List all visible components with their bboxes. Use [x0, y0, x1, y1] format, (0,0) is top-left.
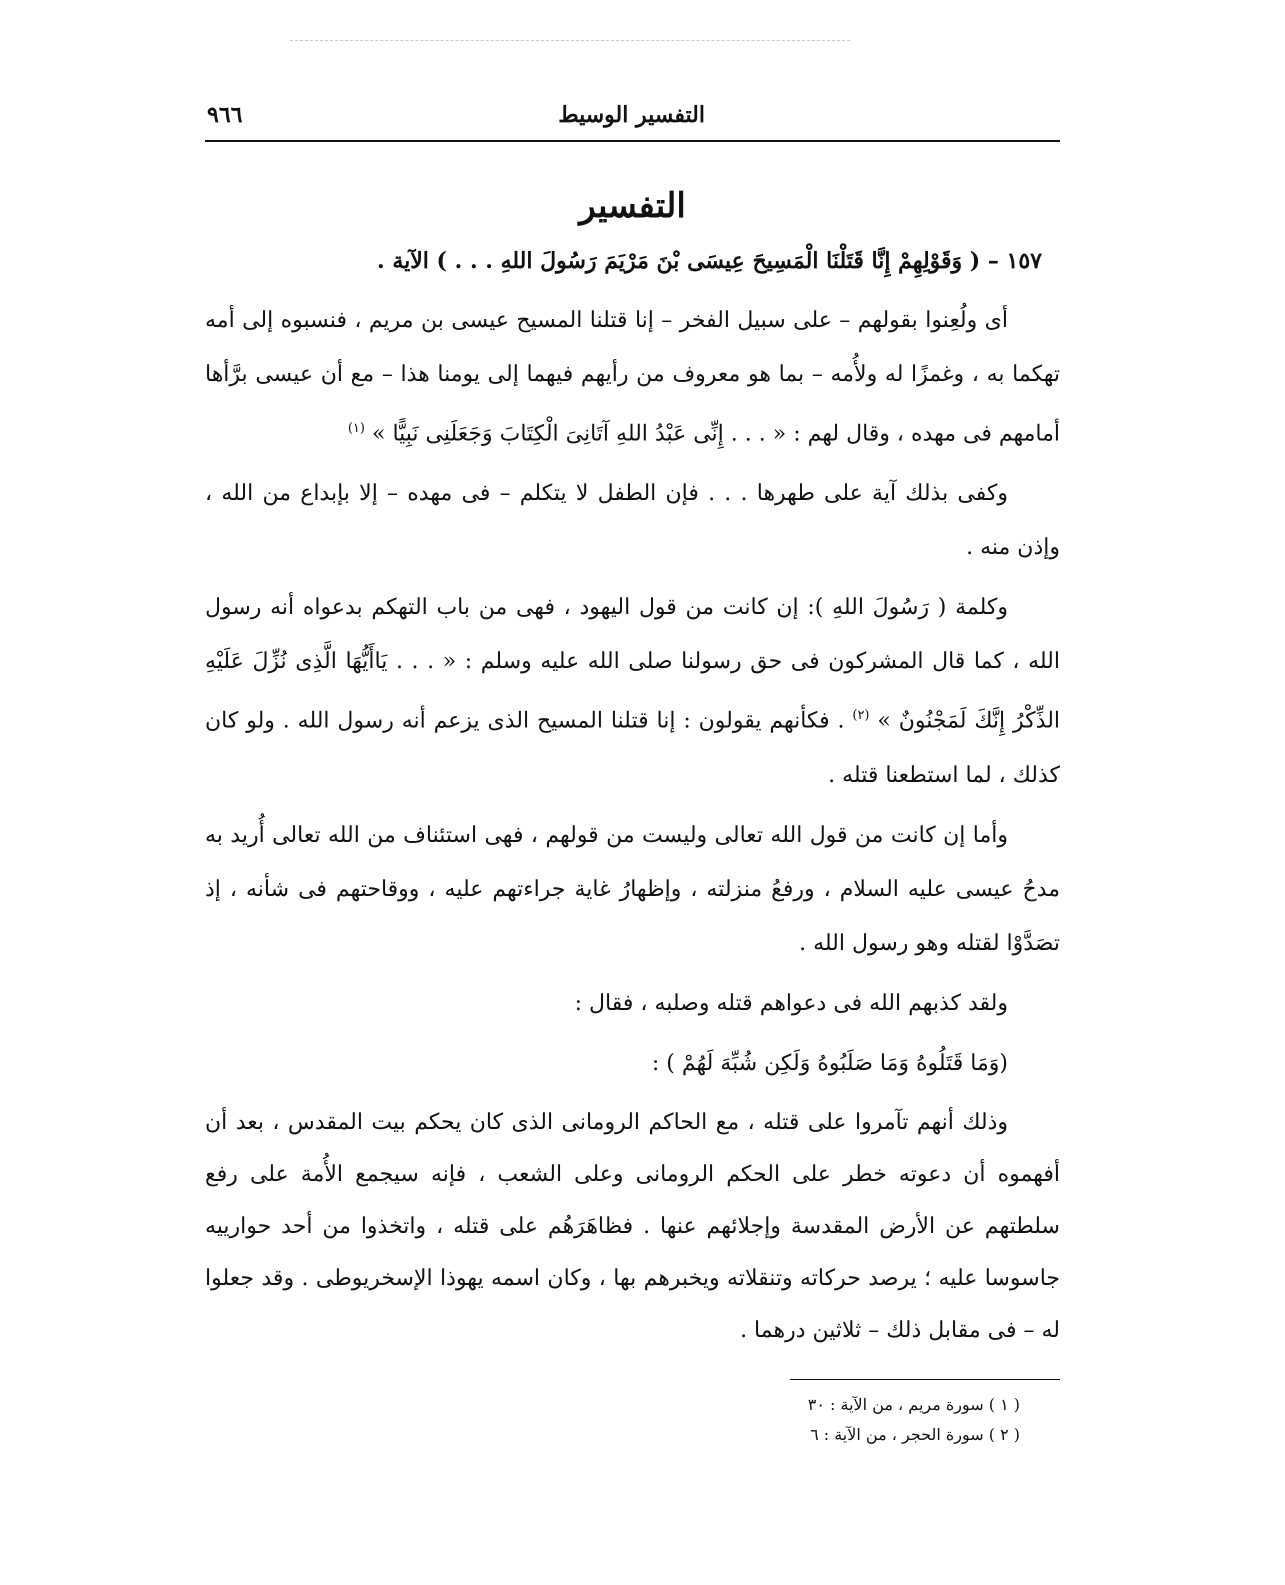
paragraph-1 — [205, 294, 1060, 461]
section-heading: التفسير — [579, 186, 686, 226]
running-title: التفسير الوسيط — [558, 102, 705, 128]
page-number: ٩٦٦ — [207, 102, 243, 128]
verse-quote: (وَمَا قَتَلُوهُ وَمَا صَلَبُوهُ وَلَكِن شُبِّهَ لَهُمْ ) : — [651, 1050, 1008, 1076]
footnote-ref-1: (١) — [347, 421, 365, 436]
verse-157-line: ١٥٧ – ( وَقَوْلِهِمْ إِنَّا قَتَلْنَا الْمَسِيحَ عِيسَى بْنَ مَرْيَمَ رَسُولَ اللهِ . . . ) الآية . — [377, 248, 1042, 274]
running-header — [205, 96, 1060, 142]
footnote-2: ( ٢ ) سورة الحجر ، من الآية : ٦ — [810, 1424, 1020, 1444]
paragraph-3-text: وكلمة ( رَسُولَ اللهِ ): إن كانت من قول اليهود ، فهى من باب التهكم بدعواه أنه رسول الله ، كما قال المشركون فى حق رسولنا صلى الله عليه وسلم : « . . . يَاأَيُّهَا الَّذِى نُزِّلَ عَلَيْهِ الذِّكْرُ إِنَّكَ لَمَجْنُونٌ » — [205, 595, 1061, 734]
paragraph-2: وكفى بذلك آية على طهرها . . . فإن الطفل لا يتكلم – فى مهده – إلا بإبداع من الله ، وإذن منه . — [205, 481, 1060, 561]
book-page — [205, 96, 1060, 1450]
paragraph-7: وذلك أنهم تآمروا على قتله ، مع الحاكم الرومانى الذى كان يحكم بيت المقدس ، بعد أن أفهموه أن دعوته خطر على الحكم الرومانى وعلى الشعب ، فإنه سيجمع الأُمة على رفع سلطتهم عن الأرض المقدسة وإجلائهم عنها . فظاهَرَهُم على قتله ، واتخذوا من أحد حوارييه جاسوسا عليه ؛ يرصد حركاته وتنقلاته ويخبرهم بها ، وكان اسمه يهوذا الإسخريوطى . وقد جعلوا له – فى مقابل ذلك – ثلاثين درهما . — [205, 1109, 1060, 1343]
paragraph-1-text: أى ولُعِنوا بقولهم – على سبيل الفخر – إنا قتلنا المسيح عيسى بن مريم ، فنسبوه إلى أمه تهكما به ، وغمزًا له ولأُمه – بما هو معروف من رأيهم فيهما إلى يومنا هذا – مع أن عيسى برَّأها أمامهم فى مهده ، وقال لهم : « . . . إِنِّى عَبْدُ اللهِ آتَانِىَ الْكِتَابَ وَجَعَلَنِى نَبِيًّا » — [205, 308, 1060, 447]
footnote-1: ( ١ ) سورة مريم ، من الآية : ٣٠ — [807, 1394, 1020, 1414]
paragraph-3 — [205, 581, 1060, 802]
paragraph-4: وأما إن كانت من قول الله تعالى وليست من قولهم ، فهى استئناف من الله تعالى أُريد به مدحُ عيسى عليه السلام ، ورفعُ منزلته ، وإظهارُ غاية جراءتهم عليه ، ووقاحتهم فى شأنه ، إذ تصَدَّوْا لقتله وهو رسول الله . — [205, 822, 1060, 956]
paragraph-5: ولقد كذبهم الله فى دعواهم قتله وصلبه ، فقال : — [574, 990, 1008, 1016]
paragraph-3-continuation: . فكأنهم يقولون : إنا قتلنا المسيح الذى يزعم أنه رسول الله . ولو كان كذلك ، لما استطعنا قتله . — [205, 708, 1060, 788]
footnotes — [205, 1390, 1060, 1450]
footnote-divider — [790, 1379, 1060, 1380]
footnote-ref-2: (٢) — [852, 708, 870, 724]
scan-artifact-line — [290, 40, 850, 41]
